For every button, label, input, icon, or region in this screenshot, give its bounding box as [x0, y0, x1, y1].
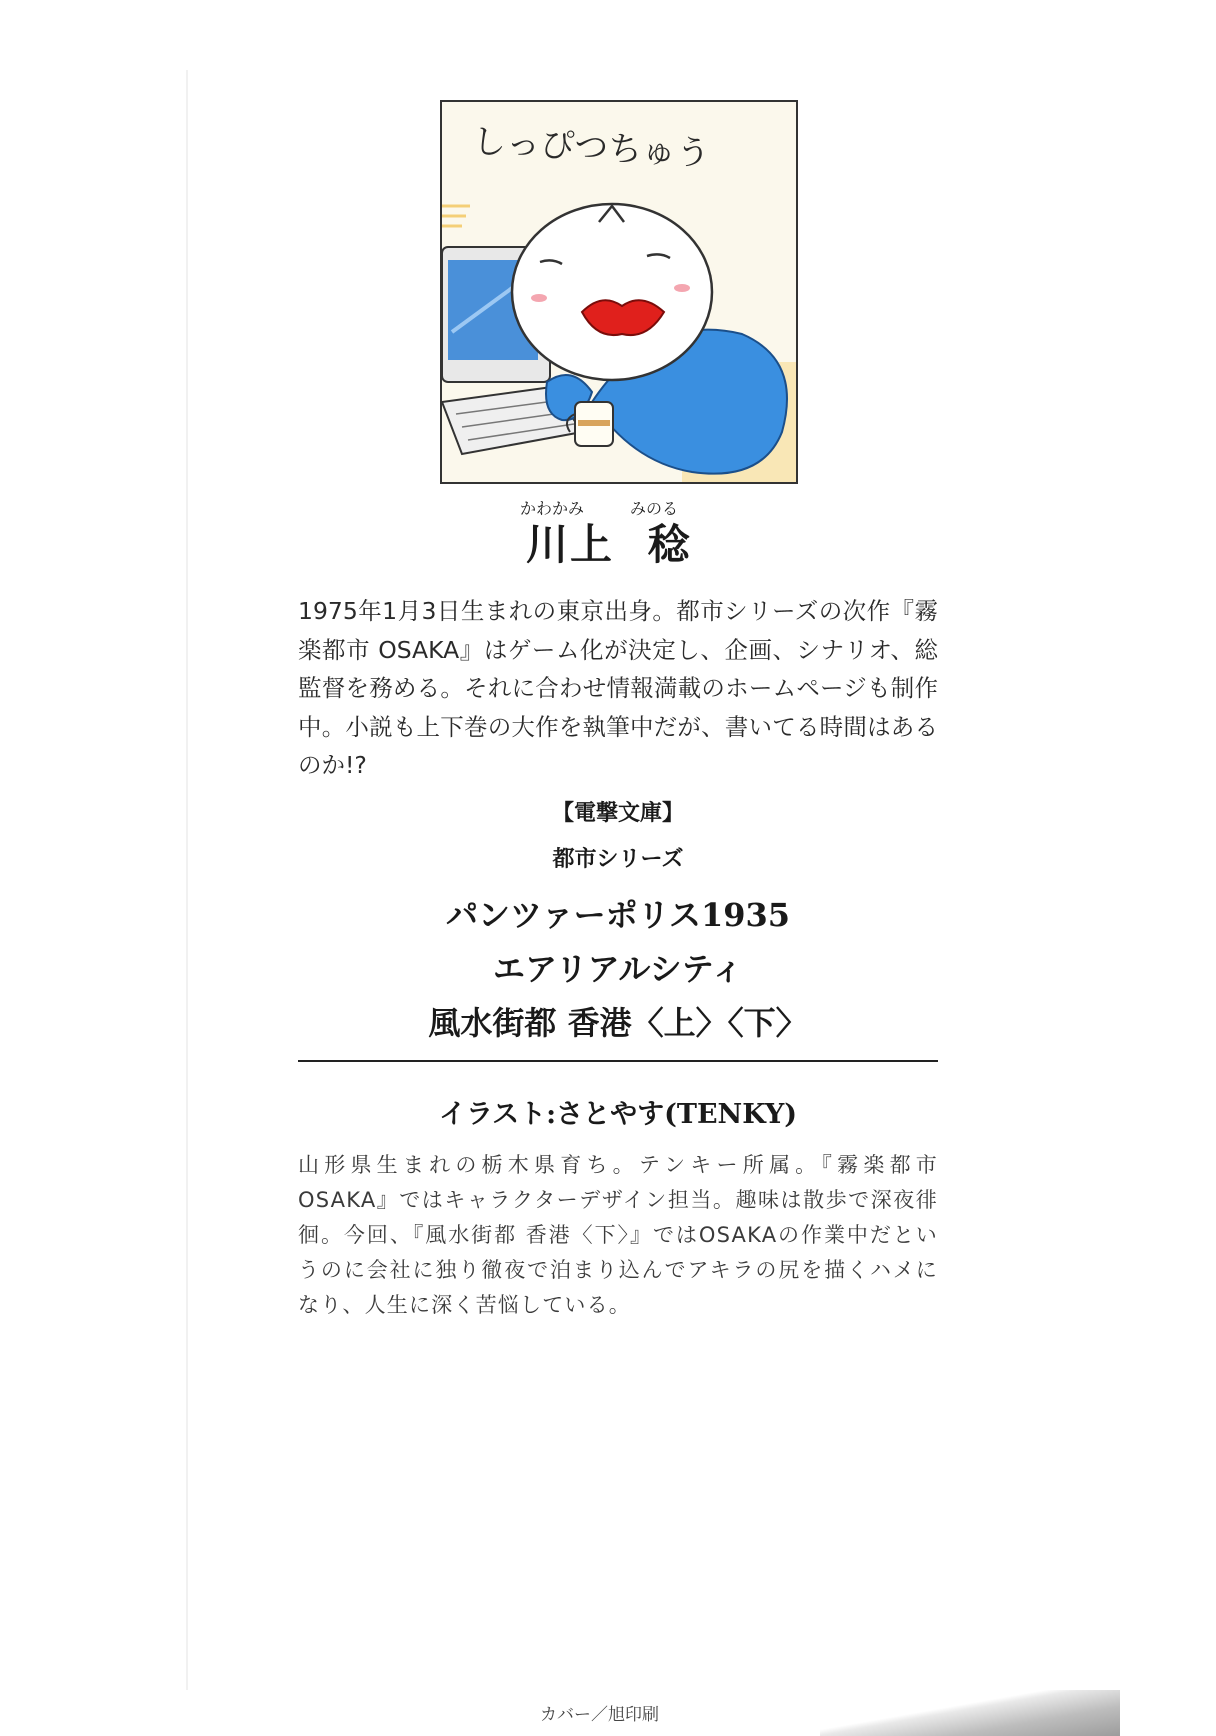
page-edge-line: [186, 70, 188, 1690]
portrait-caption: しっぴつちゅう: [471, 121, 712, 175]
author-portrait-illustration: [440, 100, 798, 484]
work-title: 風水街都 香港〈上〉〈下〉: [428, 1004, 808, 1042]
author-ruby-given: みのる: [630, 499, 679, 518]
illustrator-bio: 山形県生まれの栃木県育ち。テンキー所属。『霧楽都市 OSAKA』ではキャラクターデザイン担当。趣味は散歩で深夜徘徊。今回、『風水街都 香港〈下〉』ではOSAKAの作業中だというのに会社に独り徹夜で泊まり込んでアキラの尻を描くハメになり、人生に深く苦悩している。: [298, 1153, 938, 1317]
author-family-name: 川上: [526, 520, 615, 569]
works-label: 【電撃文庫】: [551, 800, 684, 826]
work-title: エアリアルシティ: [492, 950, 744, 988]
section-divider: [298, 1060, 938, 1062]
author-bio: 1975年1月3日生まれの東京出身。都市シリーズの次作『霧楽都市 OSAKA』はゲーム化が決定し、企画、シナリオ、総監督を務める。それに合わせ情報満載のホームページも制作中。小説も上下巻の大作を執筆中だが、書いてる時間はあるのか!?: [298, 597, 938, 780]
illustrator-heading: イラスト:さとやす(TENKY): [438, 1099, 798, 1130]
page-corner-shadow: [820, 1690, 1120, 1736]
printer-credit: カバー／旭印刷: [540, 1705, 659, 1725]
author-name: [520, 512, 760, 572]
works-series: 都市シリーズ: [552, 846, 684, 872]
work-title: パンツァーポリス1935: [445, 896, 791, 934]
author-given-name: 稔: [648, 520, 693, 569]
author-ruby-family: かわかみ: [520, 499, 585, 518]
